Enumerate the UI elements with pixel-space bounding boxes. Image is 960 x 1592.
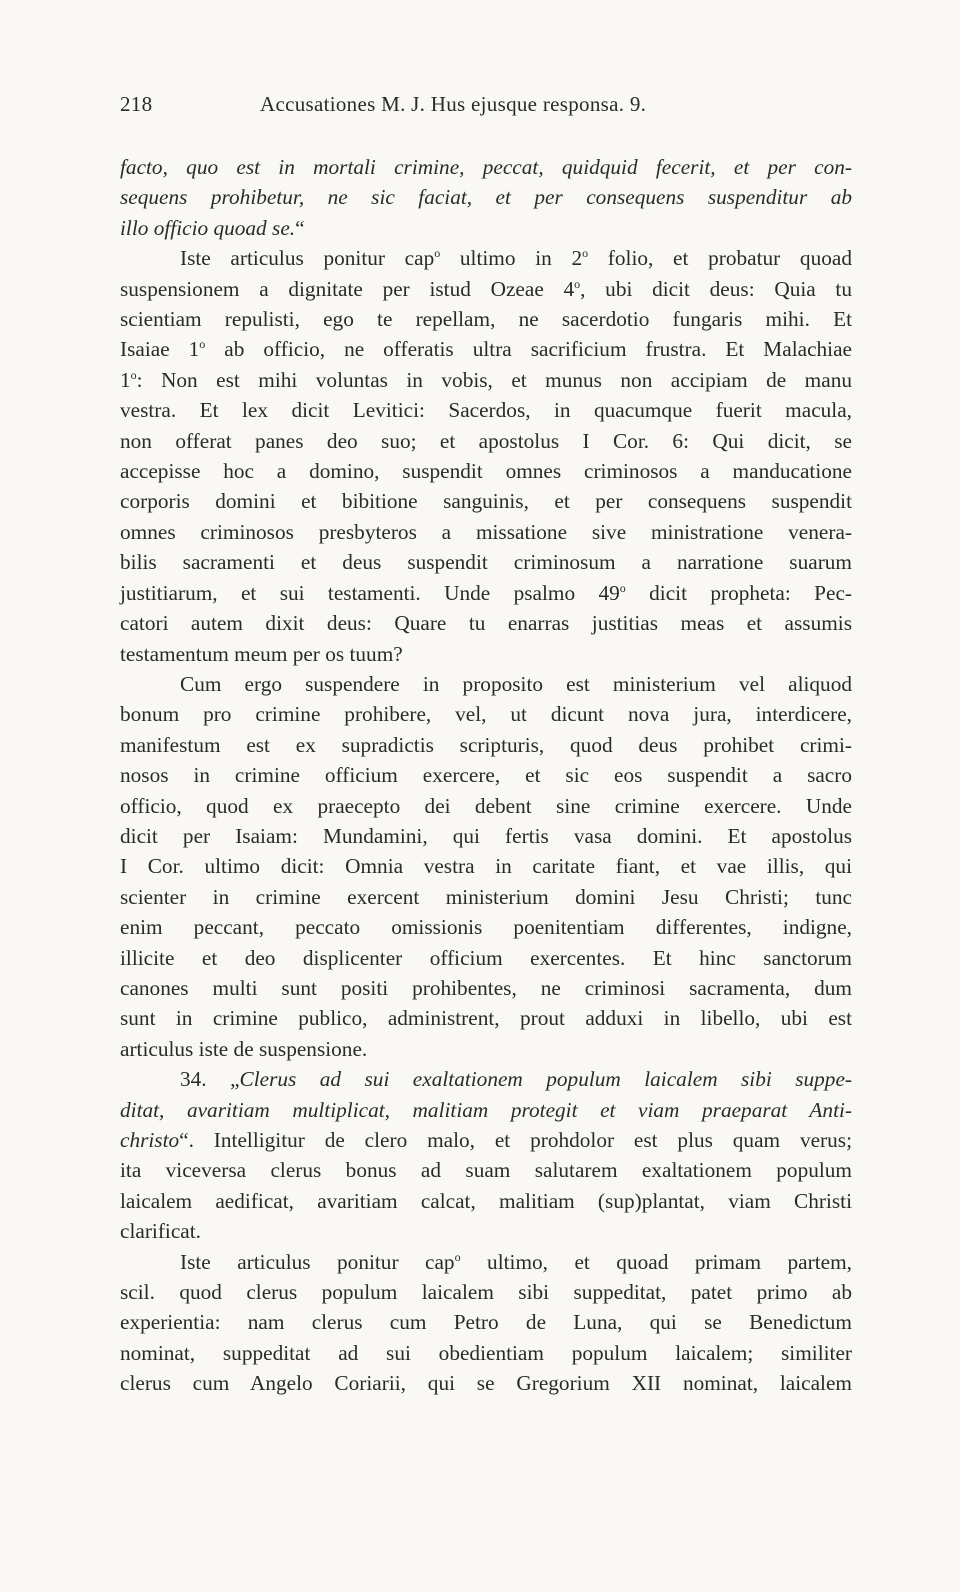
text-run: experientia: nam clerus cum Petro de Luna, qui se Benedictum [120,1310,852,1335]
text-run: Cum ergo suspendere in proposito est ministerium vel aliquod [180,671,852,696]
text-line [120,1307,852,1337]
text-line [120,943,852,973]
text-run: nosos in crimine officium exercere, et sic eos suspendit a sacro [120,763,852,788]
text-line [120,547,852,577]
superscript: o [130,367,137,382]
superscript: o [434,246,441,261]
text-run: ultimo, et quoad primam partem, [460,1249,852,1274]
text-run: suspensionem a dignitate per istud Ozeae 4 [120,276,575,301]
page-number: 218 [120,92,153,116]
text-line [120,517,852,547]
text-line [120,1338,852,1368]
text-run: sunt in crimine publico, administrent, prout adduxi in libello, ubi est [120,1006,852,1031]
italic-text: christo [120,1128,180,1152]
text-line [120,1216,852,1246]
text-run: canones multi sunt positi prohibentes, ne criminosi sacramenta, dum [120,975,852,1000]
text-line [120,426,852,456]
text-line [120,912,852,942]
text-line [120,304,852,334]
text-run: “. Intelligitur de clero malo, et prohdolor est plus quam verus; [179,1128,852,1152]
text-run: 34. „ [180,1067,240,1092]
text-line [120,882,852,912]
text-run: omnes criminosos presbyteros a missatione sive ministratione venera- [120,519,852,544]
italic-text: ditat, avaritiam multiplicat, malitiam protegit et viam praeparat Anti- [120,1097,852,1122]
text-line [120,365,852,395]
text-run: articulus iste de suspensione. [120,1036,368,1061]
text-run: folio, et probatur quoad [588,246,852,271]
italic-text: sequens prohibetur, ne sic faciat, et per consequens suspenditur ab [120,185,852,210]
text-run: vestra. Et lex dicit Levitici: Sacerdos, in quacumque fuerit macula, [120,398,852,423]
text-line [120,669,852,699]
running-title: Accusationes M. J. Hus ejusque responsa. 9. [260,92,647,116]
text-line [120,1034,852,1064]
text-line [120,243,852,273]
text-line [120,152,852,182]
text-line [120,639,852,669]
text-line [120,334,852,364]
text-run: catori autem dixit deus: Quare tu enarras justitias meas et assumis [120,611,852,636]
text-run: dicit per Isaiam: Mundamini, qui fertis vasa domini. Et apostolus [120,823,852,848]
italic-text: Clerus ad sui exaltationem populum laicalem sibi suppe- [239,1067,853,1092]
page-header [120,92,720,117]
text-run: scienter in crimine exercent ministerium domini Jesu Christi; tunc [120,884,852,909]
superscript: o [574,276,581,291]
text-line [120,1125,852,1155]
text-run: scil. quod clerus populum laicalem sibi suppeditat, patet primo ab [120,1280,852,1305]
text-run: , ubi dicit deus: Quia tu [580,276,852,301]
text-run: manifestum est ex supradictis scripturis, quod deus prohibet crimi- [120,732,852,757]
text-run: ab officio, ne offeratis ultra sacrificium frustra. Et Malachiae [205,337,852,362]
text-run: Iste articulus ponitur cap [180,246,435,271]
text-run: I Cor. ultimo dicit: Omnia vestra in caritate fiant, et vae illis, qui [120,854,852,879]
text-run: ultimo in 2 [440,246,583,271]
text-run: justitiarum, et sui testamenti. Unde psalmo 49 [120,580,620,605]
text-run: : Non est mihi voluntas in vobis, et munus non accipiam de manu [136,367,852,392]
italic-text: facto, quo est in mortali crimine, peccat, quidquid fecerit, et per con- [120,155,852,179]
text-run: bonum pro crimine prohibere, vel, ut dicunt nova jura, interdicere, [120,702,852,727]
text-run: illicite et deo displicenter officium exercentes. Et hinc sanctorum [120,945,852,970]
italic-text: illo officio quoad se. [120,215,296,240]
text-run: non offerat panes deo suo; et apostolus I Cor. 6: Qui dicit, se [120,428,852,453]
text-line [120,395,852,425]
text-run: clarificat. [120,1219,201,1244]
text-line [120,1368,852,1398]
text-line [120,1064,852,1094]
text-run: testamentum meum per os tuum? [120,641,403,666]
text-line [120,1003,852,1033]
body-text [120,152,852,1399]
superscript: o [454,1249,461,1264]
text-line [120,1247,852,1277]
text-line [120,760,852,790]
text-line [120,973,852,1003]
text-run: bilis sacramenti et deus suspendit criminosum a narratione suarum [120,550,852,575]
text-line [120,1095,852,1125]
text-run: laicalem aedificat, avaritiam calcat, malitiam (sup)plantat, viam Christi [120,1188,852,1213]
superscript: o [199,337,206,352]
text-run: officio, quod ex praecepto dei debent sine crimine exercere. Unde [120,793,852,818]
text-line [120,578,852,608]
text-run: nominat, suppeditat ad sui obedientiam populum laicalem; similiter [120,1340,852,1365]
text-line [120,791,852,821]
superscript: o [582,246,589,261]
text-line [120,1155,852,1185]
text-run: Isaiae 1 [120,337,200,362]
text-line [120,1186,852,1216]
text-run: 1 [120,367,131,392]
text-run: accepisse hoc a domino, suspendit omnes criminosos a manducatione [120,459,852,484]
text-line [120,851,852,881]
text-run: dicit propheta: Pec- [625,580,852,605]
text-line [120,699,852,729]
text-run: corporis domini et bibitione sanguinis, et per consequens suspendit [120,489,852,514]
text-run: scientiam repulisti, ego te repellam, ne sacerdotio fungaris mihi. Et [120,307,852,332]
text-run: ita viceversa clerus bonus ad suam salutarem exaltationem populum [120,1158,852,1183]
text-line [120,821,852,851]
text-line [120,182,852,212]
text-run: clerus cum Angelo Coriarii, qui se Gregorium XII nominat, laicalem [120,1371,852,1396]
text-line [120,608,852,638]
superscript: o [619,580,626,595]
text-run: “ [295,215,305,240]
text-line [120,213,852,243]
text-line [120,456,852,486]
text-line [120,1277,852,1307]
text-line [120,274,852,304]
text-run: Iste articulus ponitur cap [180,1249,455,1274]
text-line [120,486,852,516]
text-line [120,730,852,760]
text-run: enim peccant, peccato omissionis poenitentiam differentes, indigne, [120,915,852,940]
